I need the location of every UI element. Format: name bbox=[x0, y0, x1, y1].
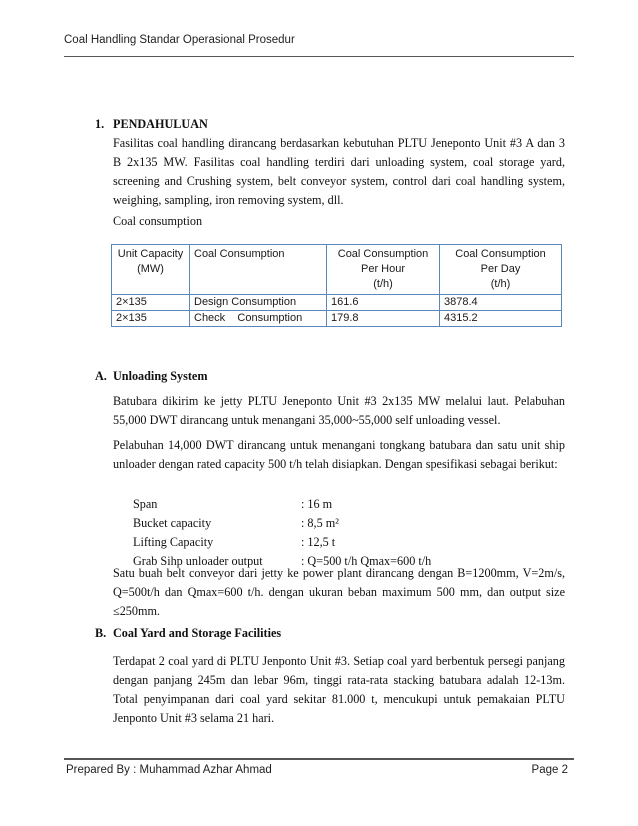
spec-label: Lifting Capacity bbox=[133, 535, 214, 549]
spec-label: Grab Sihp unloader output bbox=[133, 554, 263, 568]
table-cell: 161.6 bbox=[327, 295, 440, 311]
section-number: 1. bbox=[95, 117, 105, 131]
spec-value: : Q=500 t/h Qmax=600 t/h bbox=[301, 554, 432, 568]
header-line: Coal Consumption bbox=[194, 248, 285, 260]
table-cell: 179.8 bbox=[327, 311, 440, 327]
paragraph: Batubara dikirim ke jetty PLTU Jeneponto Unit #3 2x135 MW melalui laut. Pelabuhan 55,000 DWT dirancang untuk menangani 35,000~55,000 self unloading vessel. bbox=[113, 394, 565, 427]
spec-row bbox=[133, 514, 431, 533]
table-row bbox=[112, 295, 562, 311]
header-line: Unit Capacity bbox=[117, 248, 184, 260]
paragraph: Terdapat 2 coal yard di PLTU Jenponto Unit #3. Setiap coal yard berbentuk persegi panjang dengan panjang 245m dan lebar 96m, tinggi rata-rata stacking batubara adalah 12-13m. Total penyimpanan dari coal yard sekitar 81.000 t, mencukupi untuk pemakaian PLTU Jenponto Unit #3 selama 21 hari. bbox=[113, 654, 565, 725]
table-header-cell bbox=[190, 245, 327, 295]
table-row bbox=[112, 311, 562, 327]
table-header-cell bbox=[440, 245, 562, 295]
header-line: Coal Consumption bbox=[337, 248, 429, 260]
footer-author: Prepared By : Muhammad Azhar Ahmad bbox=[66, 764, 272, 776]
section-title: PENDAHULUAN bbox=[113, 117, 208, 131]
table-cell: Check Consumption bbox=[190, 311, 327, 327]
spec-value: : 12,5 t bbox=[301, 535, 336, 549]
header-line: (t/h) bbox=[490, 278, 511, 290]
table-header-cell bbox=[327, 245, 440, 295]
section-letter: A. bbox=[95, 369, 107, 383]
spec-value: : 16 m bbox=[301, 497, 333, 511]
header-divider bbox=[64, 56, 574, 57]
spec-list bbox=[133, 495, 431, 571]
paragraph: Pelabuhan 14,000 DWT dirancang untuk menangani tongkang batubara dan satu unit ship unloader dengan rated capacity 500 t/h telah disiapkan. Dengan spesifikasi sebagai berikut: bbox=[113, 438, 565, 471]
spec-row bbox=[133, 533, 431, 552]
table-header-row bbox=[112, 245, 562, 295]
spec-label: Bucket capacity bbox=[133, 516, 212, 530]
table-cell: 3878.4 bbox=[440, 295, 562, 311]
page-number: Page 2 bbox=[531, 764, 568, 776]
section-title: Coal Yard and Storage Facilities bbox=[113, 626, 282, 640]
table-cell: 2×135 bbox=[112, 311, 190, 327]
paragraph: Coal consumption bbox=[113, 214, 203, 228]
coal-consumption-table bbox=[111, 244, 562, 327]
table-cell: 4315.2 bbox=[440, 311, 562, 327]
table-cell: Design Consumption bbox=[190, 295, 327, 311]
header-line: (t/h) bbox=[373, 278, 393, 290]
spec-row bbox=[133, 495, 431, 514]
header-line: Coal Consumption bbox=[455, 248, 546, 260]
header-line: (MW) bbox=[137, 263, 164, 275]
paragraph: Satu buah belt conveyor dari jetty ke power plant dirancang dengan B=1200mm, V=2m/s, Q=500t/h dan Qmax=600 t/h. dengan ukuran beban maximum 500 mm, dan output size ≤250mm. bbox=[113, 566, 565, 618]
footer-divider bbox=[64, 758, 574, 760]
spec-value: : 8,5 m² bbox=[301, 516, 339, 530]
table-header-cell bbox=[112, 245, 190, 295]
section-letter: B. bbox=[95, 626, 107, 640]
section-title: Unloading System bbox=[113, 369, 208, 383]
header-line: Per Day bbox=[480, 263, 521, 275]
paragraph: Fasilitas coal handling dirancang berdasarkan kebutuhan PLTU Jeneponto Unit #3 A dan 3 B 2x135 MW. Fasilitas coal handling terdiri dari unloading system, coal storage yard, screening and Crushing system, belt conveyor system, control dari coal handling system, weighing, sampling, iron removing system, dll. bbox=[113, 136, 565, 207]
table-cell: 2×135 bbox=[112, 295, 190, 311]
spec-label: Span bbox=[133, 497, 158, 511]
page-header: Coal Handling Standar Operasional Prosedur bbox=[64, 34, 295, 46]
header-line: Per Hour bbox=[360, 263, 406, 275]
